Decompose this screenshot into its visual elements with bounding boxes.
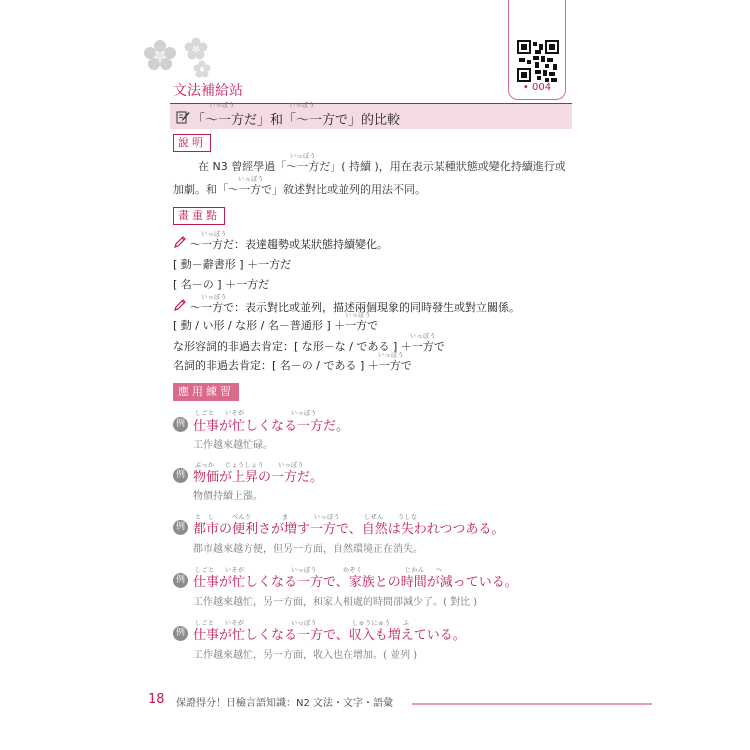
practice-label: 應用練習 bbox=[173, 383, 239, 401]
ruby-text: じかん bbox=[405, 567, 425, 574]
ruby-text: いっぽう bbox=[209, 102, 236, 109]
ruby-text: いっぽう bbox=[238, 176, 265, 183]
comparison-title-bar bbox=[170, 103, 572, 129]
key-points-label: 畫重點 bbox=[173, 207, 225, 225]
ruby-text: いっぽう bbox=[378, 352, 405, 359]
rule-1-form: [ 動－辭書形 ] ＋一方だ bbox=[173, 258, 292, 271]
ruby-text: ふ bbox=[403, 620, 410, 627]
book-title: 保證得分！日檢言語知識：N2 文法・文字・語彙 bbox=[176, 698, 394, 709]
ruby-text: しごと bbox=[195, 567, 215, 574]
example-japanese: 都市の便利さが増す一方で、自然は失われつつある。 bbox=[193, 522, 505, 537]
flower-icon bbox=[194, 61, 211, 78]
rule-1-title: ～一方だ：表達趨勢或某狀態持續變化。 bbox=[190, 238, 388, 251]
flower-icon bbox=[185, 38, 208, 60]
pencil-icon bbox=[173, 235, 187, 249]
example-badge: 例 bbox=[173, 417, 188, 432]
ruby-text: いっぽう bbox=[410, 333, 437, 340]
ruby-text: ま bbox=[282, 514, 289, 521]
ruby-text: いっぽう bbox=[291, 567, 318, 574]
example-translation: 工作越來越忙碌。 bbox=[193, 440, 273, 451]
edit-note-icon bbox=[176, 110, 190, 124]
example-translation: 物價持續上漲。 bbox=[193, 491, 263, 502]
example-badge: 例 bbox=[173, 573, 188, 588]
comparison-title: 「～一方だ」和「～一方で」的比較 bbox=[192, 113, 401, 128]
ruby-text: いっぽう bbox=[291, 410, 318, 417]
ruby-text: いそが bbox=[225, 567, 245, 574]
pencil-icon bbox=[173, 298, 187, 312]
ruby-text: いっぽう bbox=[201, 294, 228, 301]
ruby-text: じょうしょう bbox=[225, 462, 265, 469]
ruby-text: うしな bbox=[398, 514, 418, 521]
ruby-text: いっぽう bbox=[289, 102, 316, 109]
ruby-text: いっぽう bbox=[290, 153, 317, 160]
ruby-text: しごと bbox=[195, 620, 215, 627]
page-number: 18 bbox=[148, 692, 165, 707]
example-badge: 例 bbox=[173, 468, 188, 483]
ruby-text: いっぽう bbox=[314, 514, 341, 521]
ruby-text: べんり bbox=[232, 514, 252, 521]
ruby-text: しゅうにゅう bbox=[352, 620, 391, 627]
section-title: 文法補給站 bbox=[173, 83, 243, 99]
example-translation: 都市越來越方便，但另一方面，自然環境正在消失。 bbox=[193, 544, 423, 555]
rule-1-form: [ 名－の ] ＋一方だ bbox=[173, 278, 270, 291]
ruby-text: いっぽう bbox=[201, 231, 228, 238]
ruby-text: いそが bbox=[225, 410, 245, 417]
ruby-text: ぶっか bbox=[195, 462, 215, 469]
example-badge: 例 bbox=[173, 626, 188, 641]
explanation-label: 說明 bbox=[173, 134, 211, 152]
explanation-line-2: 加劇。和「～一方で」敘述對比或並列的用法不同。 bbox=[173, 183, 426, 196]
flower-icon bbox=[144, 40, 176, 70]
example-japanese: 仕事が忙しくなる一方で、収入も増えている。 bbox=[193, 628, 466, 643]
ruby-text: しぜん bbox=[364, 514, 384, 521]
ruby-text: と し bbox=[195, 514, 215, 521]
rule-2-form: な形容詞的非過去肯定：[ な形－な / である ] ＋一方で bbox=[173, 340, 445, 353]
ruby-text: いそが bbox=[225, 620, 245, 627]
ruby-text: いっぽう bbox=[278, 462, 305, 469]
qr-code-icon[interactable] bbox=[517, 40, 559, 82]
ruby-text: へ bbox=[436, 567, 443, 574]
example-japanese: 仕事が忙しくなる一方で、家族との時間が減っている。 bbox=[193, 575, 518, 590]
qr-code-label: • 004 bbox=[522, 82, 552, 93]
rule-2-form: 名詞的非過去肯定：[ 名－の / である ] ＋一方で bbox=[173, 359, 412, 372]
explanation-line-1: 在 N3 曾經學過「～一方だ」( 持續 )，用在表示某種狀態或變化持續進行或 bbox=[198, 160, 566, 173]
rule-2-title: ～一方で：表示對比或並列，描述兩個現象的同時發生或對立關係。 bbox=[190, 301, 520, 314]
ruby-text: かぞく bbox=[343, 567, 363, 574]
example-translation: 工作越來越忙，另一方面，和家人相處的時間卻減少了。( 對比 ) bbox=[193, 597, 478, 608]
qr-code-tab bbox=[508, 0, 566, 100]
example-badge: 例 bbox=[173, 520, 188, 535]
ruby-text: しごと bbox=[195, 410, 215, 417]
example-japanese: 仕事が忙しくなる一方だ。 bbox=[193, 419, 350, 434]
sakura-flowers-decoration bbox=[140, 36, 220, 80]
example-japanese: 物価が上昇の一方だ。 bbox=[193, 470, 324, 485]
example-translation: 工作越來越忙，另一方面，收入也在增加。( 並列 ) bbox=[193, 650, 418, 661]
ruby-text: いっぽう bbox=[291, 620, 318, 627]
ruby-text: いっぽう bbox=[345, 312, 372, 319]
rule-2-form: [ 動 / い形 / な形 / 名－普通形 ] ＋一方で bbox=[173, 319, 379, 332]
footer-divider bbox=[412, 703, 652, 705]
